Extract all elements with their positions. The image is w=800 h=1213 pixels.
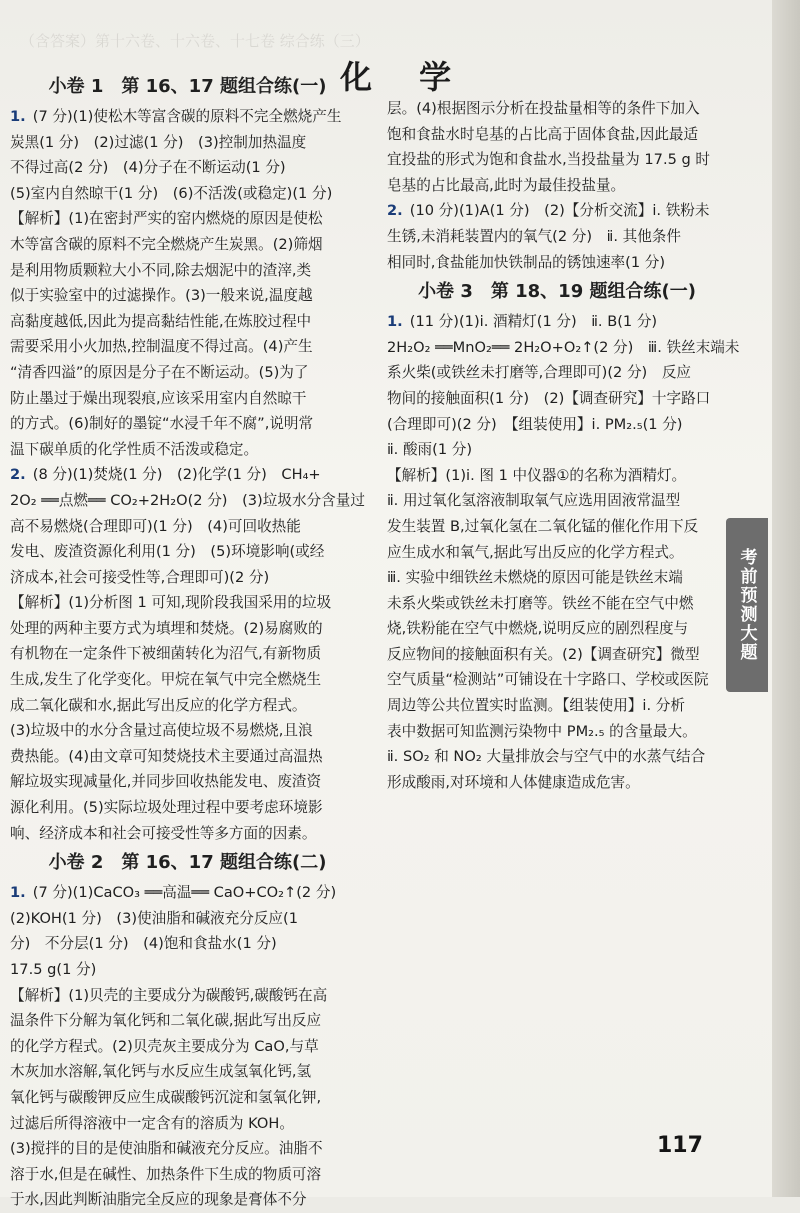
answer-line — [10, 616, 365, 642]
answer-line — [10, 880, 365, 906]
answer-line — [10, 104, 365, 130]
answer-line — [10, 744, 365, 770]
answer-line — [10, 906, 365, 932]
answer-text: 的方式。(6)制好的墨锭“水浸千年不腐”,说明常 — [10, 415, 314, 433]
answer-text: 【解析】(1)ⅰ. 图 1 中仪器①的名称为酒精灯。 — [387, 466, 687, 484]
answer-text: 炭黑(1 分) (2)过滤(1 分) (3)控制加热温度 — [10, 133, 307, 151]
answer-line — [10, 1085, 365, 1111]
answer-line — [10, 130, 365, 156]
answer-line — [10, 769, 365, 795]
answer-2 — [10, 462, 365, 846]
answer-line — [10, 667, 365, 693]
answer-line — [10, 539, 365, 565]
answer-text: 烧,铁粉能在空气中燃烧,说明反应的剧烈程度与 — [387, 620, 689, 638]
answer-text: 17.5 g(1 分) — [10, 961, 97, 978]
answer-text: 2O₂ ══点燃══ CO₂+2H₂O(2 分) (3)垃圾水分含量过 — [10, 491, 365, 509]
answer-text: 【解析】(1)在密封严实的窑内燃烧的原因是使松 — [10, 210, 323, 228]
answer-line — [387, 616, 727, 642]
answer-line — [387, 309, 727, 335]
side-tab[interactable]: 考前预测大题 — [726, 518, 768, 692]
answer-line — [10, 821, 365, 847]
book-spine — [772, 0, 800, 1197]
answer-text: 氧化钙与碳酸钾反应生成碳酸钙沉淀和氢氧化钾, — [10, 1088, 322, 1106]
answer-line — [10, 309, 365, 335]
answer-line — [10, 565, 365, 591]
answer-text: 生锈,未消耗装置内的氧气(2 分) ⅱ. 其他条件 — [387, 227, 682, 245]
question-number: 1. — [10, 884, 31, 902]
answer-text: 于水,因此判断油脂完全反应的现象是膏体不分 — [10, 1191, 307, 1209]
answer-text: 生成,发生了化学变化。甲烷在氧气中完全燃烧生 — [10, 671, 322, 689]
answer-line — [10, 181, 365, 207]
answer-line — [387, 770, 727, 796]
question-number: 1. — [10, 108, 31, 125]
answer-text: 济成本,社会可接受性等,合理即可)(2 分) — [10, 568, 270, 586]
answer-line — [387, 122, 727, 148]
answer-line — [10, 411, 365, 437]
answer-line — [387, 693, 727, 719]
answer-text: 发生装置 B,过氧化氢在二氧化锰的催化作用下反 — [387, 517, 699, 535]
answer-line — [10, 1136, 365, 1162]
answer-r2 — [387, 198, 727, 275]
answer-text: 源化利用。(5)实际垃圾处理过程中要考虑环境影 — [10, 799, 323, 817]
answer-text: 空气质量“检测站”可铺设在十字路口、学校或医院 — [387, 671, 709, 689]
question-number: 2. — [387, 202, 408, 220]
answer-line — [387, 224, 727, 250]
answer-text: (10 分)(1)A(1 分) (2)【分析交流】ⅰ. 铁粉未 — [409, 202, 710, 220]
section-title-1: 小卷 1 第 16、17 题组合练(一) — [48, 76, 327, 97]
answer-text: 是利用物质颗粒大小不同,除去烟泥中的渣滓,类 — [10, 261, 312, 279]
answer-text: 防止墨过于燥出现裂痕,应该采用室内自然晾干 — [10, 389, 307, 407]
answer-text: (11 分)(1)ⅰ. 酒精灯(1 分) ⅱ. B(1 分) — [409, 313, 658, 331]
answer-line — [10, 514, 365, 540]
answer-text: 未系火柴或铁丝未打磨等。铁丝不能在空气中燃 — [387, 594, 694, 612]
answer-line — [387, 437, 727, 463]
answer-line — [10, 983, 365, 1009]
left-column — [10, 70, 365, 1213]
answer-text: “清香四溢”的原因是分子在不断运动。(5)为了 — [10, 363, 309, 381]
answer-line — [387, 173, 727, 199]
answer-text: 高黏度越低,因此为提高黏结性能,在炼胶过程中 — [10, 312, 312, 330]
answer-text: (8 分)(1)焚烧(1 分) (2)化学(1 分) CH₄+ — [32, 466, 321, 484]
answer-text: 形成酸雨,对环境和人体健康造成危害。 — [387, 773, 640, 791]
answer-text: ⅱ. 酸雨(1 分) — [387, 441, 473, 459]
bleed-through-text: （含答案）第十六卷、十六卷、十七卷 综合练（三） — [20, 32, 370, 50]
answer-text: 解垃圾实现减量化,并同步回收热能发电、废渣资 — [10, 773, 322, 791]
answer-text: 温条件下分解为氧化钙和二氧化碳,据此写出反应 — [10, 1012, 322, 1030]
answer-line — [387, 335, 740, 361]
answer-line — [10, 1059, 365, 1085]
answer-line — [387, 96, 727, 122]
answer-text: 木等富含碳的原料不完全燃烧产生炭黑。(2)筛烟 — [10, 235, 323, 253]
answer-line — [10, 957, 365, 983]
answer-text: ⅲ. 实验中细铁丝未燃烧的原因可能是铁丝末端 — [387, 569, 683, 587]
answer-line — [10, 590, 365, 616]
answer-text: (5)室内自然晾干(1 分) (6)不活泼(或稳定)(1 分) — [10, 184, 333, 202]
answer-line — [10, 334, 365, 360]
answer-line — [387, 744, 727, 770]
answer-text: 温下碳单质的化学性质不活泼或稳定。 — [10, 440, 259, 458]
answer-text: ⅱ. 用过氧化氢溶液制取氧气应选用固液常温型 — [387, 492, 681, 510]
answer-line — [10, 1008, 365, 1034]
answer-line — [10, 641, 365, 667]
answer-text: 分) 不分层(1 分) (4)饱和食盐水(1 分) — [10, 935, 277, 953]
answer-line — [387, 540, 727, 566]
answer-text: 过滤后所得溶液中一定含有的溶质为 KOH。 — [10, 1114, 294, 1132]
answer-line — [10, 437, 365, 463]
answer-text: 需要采用小火加热,控制温度不得过高。(4)产生 — [10, 338, 313, 356]
answer-line — [387, 250, 727, 276]
answer-line — [10, 931, 365, 957]
section-title-2: 小卷 2 第 16、17 题组合练(二) — [48, 852, 327, 874]
answer-line — [387, 198, 727, 224]
answer-text: 2H₂O₂ ══MnO₂══ 2H₂O+O₂↑(2 分) ⅲ. 铁丝末端未 — [387, 338, 740, 356]
answer-text: 费热能。(4)由文章可知焚烧技术主要通过高温热 — [10, 747, 323, 765]
question-number: 2. — [10, 466, 31, 484]
answer-line — [387, 360, 727, 386]
subject-title: 化 学 — [340, 58, 470, 96]
answer-line — [10, 693, 365, 719]
answer-text: 不得过高(2 分) (4)分子在不断运动(1 分) — [10, 159, 286, 177]
answer-continued — [387, 96, 727, 198]
answer-text: ⅱ. SO₂ 和 NO₂ 大量排放会与空气中的水蒸气结合 — [387, 748, 706, 766]
answer-line — [387, 667, 727, 693]
answer-line — [387, 565, 727, 591]
answer-text: 饱和食盐水时皂基的占比高于固体食盐,因此最适 — [387, 125, 699, 143]
answer-text: (7 分)(1)使松木等富含碳的原料不完全燃烧产生 — [32, 108, 342, 125]
answer-r3 — [387, 309, 740, 795]
answer-line — [10, 206, 365, 232]
section-title-3: 小卷 3 第 18、19 题组合练(一) — [418, 281, 696, 303]
answer-text: 溶于水,但是在碱性、加热条件下生成的物质可溶 — [10, 1165, 322, 1183]
answer-text: 【解析】(1)分析图 1 可知,现阶段我国采用的垃圾 — [10, 594, 332, 612]
answer-line — [387, 147, 727, 173]
answer-line — [387, 463, 727, 489]
answer-line — [10, 1034, 365, 1060]
answer-text: 成二氧化碳和水,据此写出反应的化学方程式。 — [10, 696, 307, 714]
answer-text: 发电、废渣资源化利用(1 分) (5)环境影响(或经 — [10, 543, 325, 561]
answer-text: 高不易燃烧(合理即可)(1 分) (4)可回收热能 — [10, 517, 301, 535]
answer-text: 的化学方程式。(2)贝壳灰主要成分为 CaO,与草 — [10, 1037, 319, 1055]
answer-line — [10, 718, 365, 744]
answer-text: 有机物在一定条件下被细菌转化为沼气,有新物质 — [10, 645, 322, 663]
answer-line — [387, 412, 727, 438]
answer-text: 宜投盐的形式为饱和食盐水,当投盐量为 17.5 g 时 — [387, 151, 711, 169]
answer-text: 反应物间的接触面积有关。(2)【调查研究】微型 — [387, 645, 700, 663]
question-number: 1. — [387, 313, 408, 331]
answer-text: 处理的两种主要方式为填埋和焚烧。(2)易腐败的 — [10, 619, 323, 637]
answer-line — [387, 591, 727, 617]
answer-line — [387, 514, 727, 540]
answer-text: 应生成水和氧气,据此写出反应的化学方程式。 — [387, 543, 684, 561]
answer-line — [387, 719, 727, 745]
answer-text: 表中数据可知监测污染物中 PM₂.₅ 的含量最大。 — [387, 722, 697, 740]
answer-line — [10, 232, 365, 258]
answer-line — [10, 462, 365, 488]
answer-text: (3)搅拌的目的是使油脂和碱液充分反应。油脂不 — [10, 1140, 323, 1158]
answer-line — [10, 1111, 365, 1137]
answer-line — [387, 386, 727, 412]
answer-text: 响、经济成本和社会可接受性等多方面的因素。 — [10, 824, 317, 842]
answer-line — [387, 488, 727, 514]
answer-1 — [10, 104, 365, 462]
answer-text: 皂基的占比最高,此时为最佳投盐量。 — [387, 176, 626, 194]
answer-line — [387, 642, 727, 668]
answer-text: 系火柴(或铁丝未打磨等,合理即可)(2 分) 反应 — [387, 364, 692, 382]
answer-text: (7 分)(1)CaCO₃ ══高温══ CaO+CO₂↑(2 分) — [32, 884, 337, 902]
answer-line — [10, 360, 365, 386]
right-column — [387, 96, 740, 795]
answer-text: 周边等公共位置实时监测。【组装使用】ⅰ. 分析 — [387, 697, 685, 715]
answer-text: 木灰加水溶解,氧化钙与水反应生成氢氧化钙,氢 — [10, 1063, 312, 1081]
answer-text: (3)垃圾中的水分含量过高使垃圾不易燃烧,且浪 — [10, 722, 313, 740]
answer-text: 【解析】(1)贝壳的主要成分为碳酸钙,碳酸钙在高 — [10, 986, 328, 1004]
answer-text: 层。(4)根据图示分析在投盐量相等的条件下加入 — [387, 100, 700, 117]
answer-line — [10, 488, 365, 514]
answer-line — [10, 155, 365, 181]
answer-3 — [10, 880, 365, 1213]
answer-line — [10, 258, 365, 284]
answer-text: (2)KOH(1 分) (3)使油脂和碱液充分反应(1 — [10, 909, 298, 927]
answer-text: 物间的接触面积(1 分) (2)【调查研究】十字路口 — [387, 389, 711, 407]
answer-line — [10, 1187, 365, 1213]
answer-line — [10, 386, 365, 412]
answer-text: (合理即可)(2 分) 【组装使用】ⅰ. PM₂.₅(1 分) — [387, 415, 683, 433]
answer-line — [10, 283, 365, 309]
answer-line — [10, 795, 365, 821]
page-number: 117 — [657, 1133, 703, 1158]
answer-text: 相同时,食盐能加快铁制品的锈蚀速率(1 分) — [387, 253, 666, 271]
answer-text: 似于实验室中的过滤操作。(3)一般来说,温度越 — [10, 287, 313, 305]
answer-line — [10, 1162, 365, 1188]
